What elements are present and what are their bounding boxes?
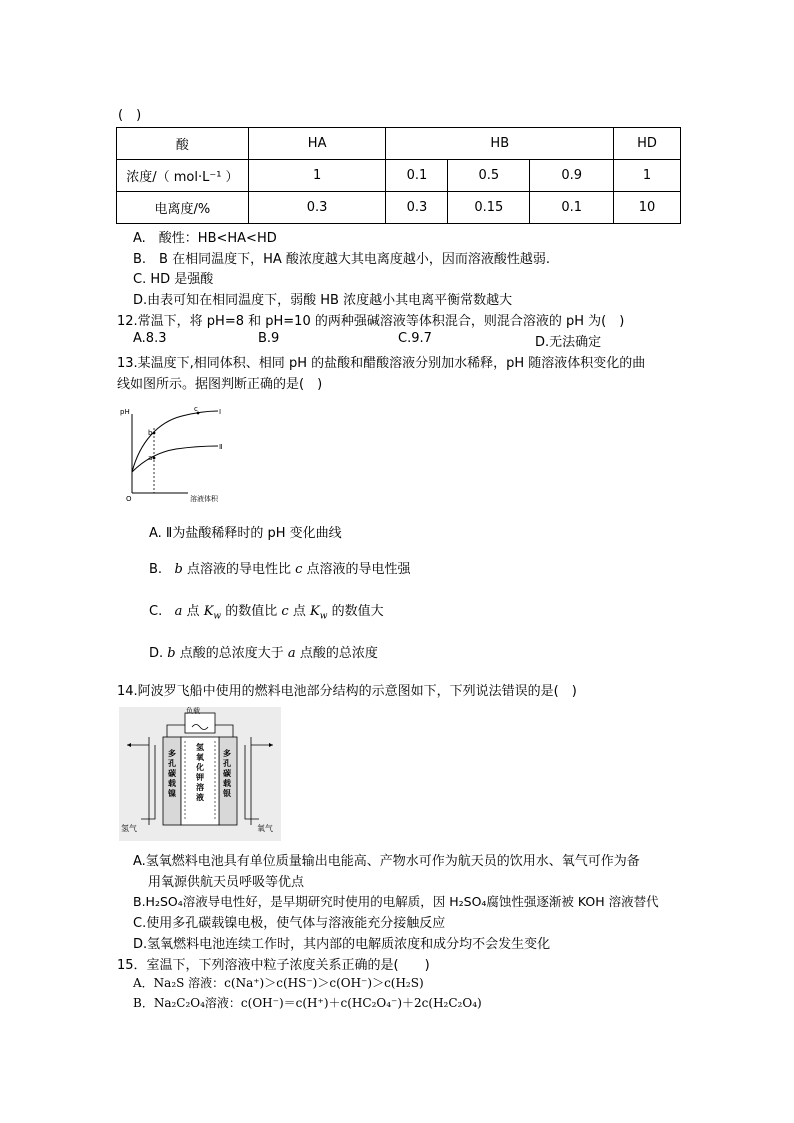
q13-stem-line2: 线如图所示。据图判断正确的是( ) (117, 377, 323, 392)
q14-option-b: B.H₂SO₄溶液导电性好，是早期研究时使用的电解质，因 H₂SO₄腐蚀性强逐渐被 KOH 溶液替代 (133, 894, 659, 909)
table-cell: 浓度/（ mol·L⁻¹ ） (117, 160, 249, 192)
load-box (185, 713, 215, 733)
left-wire (167, 725, 185, 737)
curve-1 (132, 411, 218, 472)
table-row (117, 160, 681, 192)
origin-label: O (126, 495, 132, 503)
oxygen-label: 氧气 (257, 824, 273, 833)
table-cell: 0.5 (448, 160, 530, 192)
hydrogen-arrowhead-icon (127, 743, 131, 747)
q13-option-b: B. b 点溶液的导电性比 c 点溶液的导电性强 (149, 562, 411, 577)
point-a-dot (153, 457, 156, 460)
oxygen-path (245, 745, 259, 819)
q12-option-a: A.8.3 (133, 331, 167, 346)
hydrogen-path (141, 745, 155, 819)
table-cell: 0.15 (448, 192, 530, 224)
table-row (117, 192, 681, 224)
curve-2-label: Ⅱ (219, 443, 223, 451)
q15-stem: 15．室温下，下列溶液中粒子浓度关系正确的是( ) (117, 958, 430, 973)
point-a-label: a (148, 454, 153, 462)
right-electrode-label: 多孔碳载银 (223, 749, 231, 798)
curve-1-label: I (219, 408, 222, 416)
table-cell: HD (614, 128, 681, 160)
q11-option-a: A. 酸性：HB<HA<HD (133, 231, 277, 246)
table-cell: 0.3 (248, 192, 386, 224)
q13-option-d: D. b 点酸的总浓度大于 a 点酸的总浓度 (149, 646, 378, 661)
hydrogen-label: 氢气 (121, 824, 137, 833)
q13-stem-line1: 13.某温度下,相同体积、相同 pH 的盐酸和醋酸溶液分别加水稀释，pH 随溶液体积变化的曲 (117, 356, 646, 371)
q14-stem: 14.阿波罗飞船中使用的燃料电池部分结构的示意图如下，下列说法错误的是( ) (117, 684, 577, 699)
q14-option-a-line2: 用氧源供航天员呼吸等优点 (148, 875, 305, 890)
q14-option-c: C.使用多孔碳载镍电极，使气体与溶液能充分接触反应 (133, 916, 446, 931)
table-cell: 0.3 (386, 192, 448, 224)
x-axis-label: 溶液体积 (190, 495, 218, 503)
left-electrode-label: 多孔碳载镍 (168, 749, 176, 798)
point-c-label: c (194, 405, 198, 413)
point-b-label: b (148, 429, 153, 437)
q11-option-b: B. B 在相同温度下，HA 酸浓度越大其电离度越小，因而溶液酸性越弱. (133, 252, 551, 267)
table-cell: 1 (248, 160, 386, 192)
table-row (117, 128, 681, 160)
table-cell: 电离度/% (117, 192, 249, 224)
table-cell: 0.1 (386, 160, 448, 192)
load-label: 负载 (186, 707, 200, 715)
ph-dilution-figure (118, 400, 233, 505)
q14-option-a-line1: A.氢氧燃料电池具有单位质量输出电能高、产物水可作为航天员的饮用水、氧气可作为备 (133, 854, 640, 869)
q14-option-d: D.氢氧燃料电池连续工作时，其内部的电解质浓度和成分均不会发生变化 (133, 937, 551, 952)
table-cell: 0.9 (530, 160, 614, 192)
fuel-cell-figure (119, 707, 281, 841)
point-b-dot (153, 432, 156, 435)
q11-paren: ( ) (118, 108, 142, 123)
q11-option-d: D.由表可知在相同温度下，弱酸 HB 浓度越小其电离平衡常数越大 (133, 293, 513, 308)
q15-option-a: A．Na₂S 溶液：c(Na⁺)＞c(HS⁻)＞c(OH⁻)＞c(H₂S) (133, 976, 424, 990)
q12-option-b: B.9 (258, 331, 280, 346)
right-wire (215, 725, 233, 737)
table-cell: 10 (614, 192, 681, 224)
table-cell: 0.1 (530, 192, 614, 224)
electrolyte-label: 氢氧化钾溶液 (196, 743, 204, 802)
q13-option-c: C. a 点 $K_w$ 的数值比 c 点 $K_w$ 的数值大 (149, 604, 384, 622)
q12-option-c: C.9.7 (398, 331, 432, 346)
oxygen-arrowhead-icon (269, 743, 273, 747)
y-axis-label: pH (120, 408, 130, 416)
table-cell: HA (248, 128, 386, 160)
curve-2 (132, 446, 218, 472)
table-cell: HB (386, 128, 614, 160)
q15-option-b: B．Na₂C₂O₄溶液：c(OH⁻)＝c(H⁺)＋c(HC₂O₄⁻)＋2c(H₂C₂O₄) (133, 996, 482, 1010)
table-cell: 酸 (117, 128, 249, 160)
q11-option-c: C. HD 是强酸 (133, 272, 214, 287)
q12-option-d: D.无法确定 (535, 335, 602, 350)
table-cell: 1 (614, 160, 681, 192)
q12-stem: 12.常温下，将 pH=8 和 pH=10 的两种强碱溶液等体积混合，则混合溶液的 pH 为( ) (117, 314, 625, 329)
q13-option-a: A. Ⅱ为盐酸稀释时的 pH 变化曲线 (149, 526, 342, 541)
acid-table (116, 127, 681, 224)
